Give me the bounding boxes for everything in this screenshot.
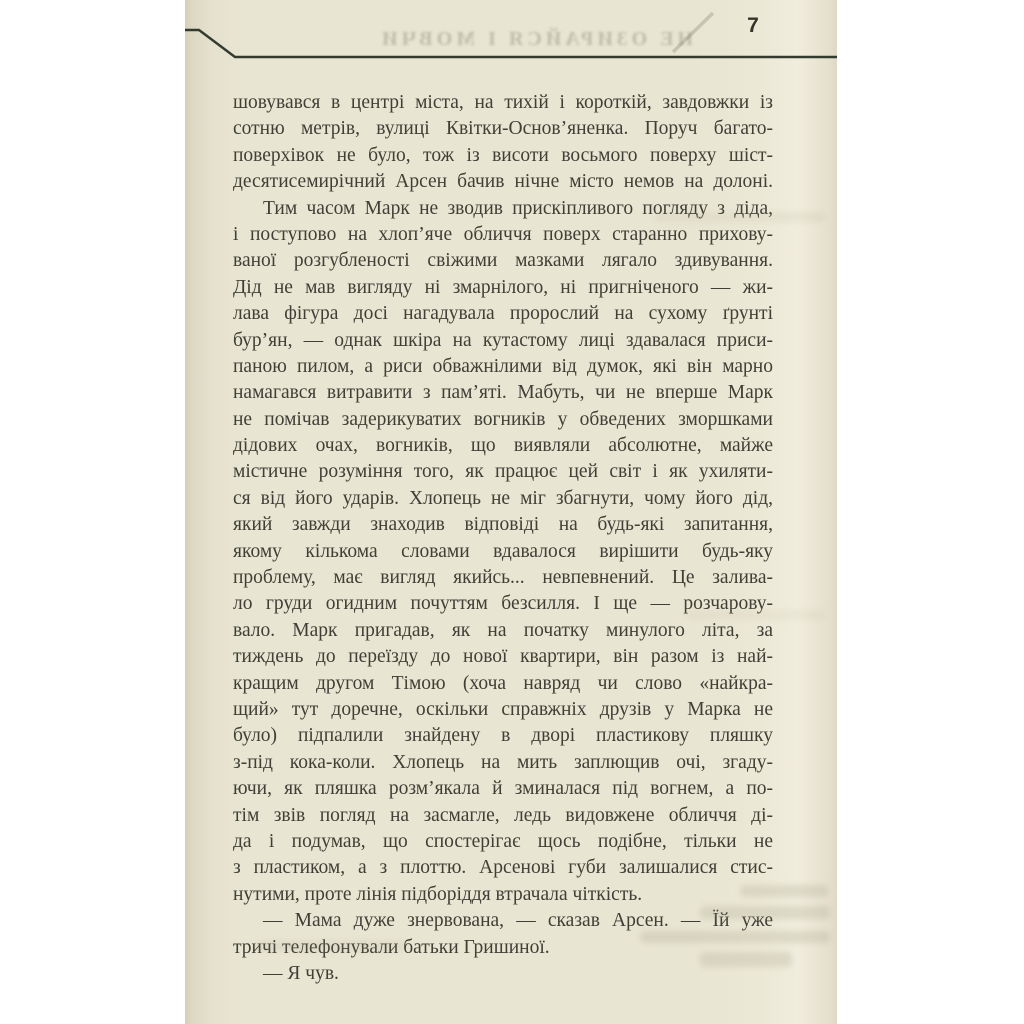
text-line: ваної розгубленості свіжими мазками лягало здивування. bbox=[233, 250, 773, 272]
text-line: щий» тут доречне, оскільки справжніх друзів у Марка не bbox=[233, 698, 773, 720]
text-line: поверхівок не було, тож із висоти восьмого поверху шіст- bbox=[233, 144, 773, 166]
bleed-through-smudge bbox=[740, 885, 828, 897]
paper-sheet bbox=[185, 0, 837, 1024]
text-line: — Я чув. bbox=[263, 962, 339, 984]
text-line: намагався витравити з пам’яті. Мабуть, чи не вперше Марк bbox=[233, 382, 773, 404]
text-line: не помічав задерикуватих вогників у обведених зморшками bbox=[233, 408, 773, 430]
text-line: дідових очах, вогників, що виявляли абсолютне, майже bbox=[233, 435, 773, 457]
text-line: містичне розуміння того, як працює цей світ і як ухиляти- bbox=[233, 461, 773, 483]
text-line: з пластиком, а з плоттю. Арсенові губи залишалися стис- bbox=[233, 857, 773, 879]
paragraph bbox=[233, 961, 773, 987]
text-line: да і подумав, що спостерігає щось подібне, тільки не bbox=[233, 830, 773, 852]
paragraph bbox=[233, 196, 773, 909]
bleed-through-smudge bbox=[255, 941, 405, 951]
text-line: проблему, має вигляд якийсь... невпевнений. Це залива- bbox=[233, 567, 773, 589]
text-line: і поступово на хлоп’яче обличчя поверх старанно прихову- bbox=[233, 223, 773, 245]
text-line: Дід не мав вигляду ні змарнілого, ні пригніченого — жи- bbox=[233, 276, 773, 298]
text-line: кращим другом Тімою (хоча навряд чи слово «найкра- bbox=[233, 672, 773, 694]
text-line: сотню метрів, вулиці Квітки-Основ’яненка. Поруч багато- bbox=[233, 118, 773, 140]
page-number: 7 bbox=[747, 14, 759, 37]
bleed-through-smudge bbox=[700, 906, 830, 919]
text-line: паною пилом, а риси обважнілими від думок, які він марно bbox=[233, 355, 773, 377]
text-line: тиждень до переїзду до нової квартири, він разом із най- bbox=[233, 646, 773, 668]
text-line: тричі телефонували батьки Гришиної. bbox=[233, 936, 550, 958]
ghost-running-title: НЕ ОЗИРАЙСЯ І МОВЧИ bbox=[378, 28, 693, 50]
bleed-through-smudge bbox=[685, 610, 825, 620]
text-line: десятисемирічний Арсен бачив нічне місто немов на долоні. bbox=[233, 171, 773, 193]
bleed-through-smudge bbox=[700, 952, 792, 967]
bleed-through-smudge bbox=[640, 931, 830, 943]
bleed-through-smudge bbox=[655, 212, 825, 222]
text-line: який завжди знаходив відповіді на будь-які запитання, bbox=[233, 514, 773, 536]
text-line: лава фігура досі нагадувала пророслий на сухому ґрунті bbox=[233, 303, 773, 325]
text-line: з-під кока-коли. Хлопець на мить заплющив очі, згаду- bbox=[233, 751, 773, 773]
text-line: тім звів погляд на засмагле, ледь видовжене обличчя ді- bbox=[233, 804, 773, 826]
ghost-notch-diagonal bbox=[673, 13, 713, 52]
text-line: — Мама дуже знервована, — сказав Арсен. — Їй уже bbox=[263, 910, 773, 932]
text-line: було) підпалили знайдену в дворі пластикову пляшку bbox=[233, 725, 773, 747]
text-line: бур’ян, — однак шкіра на кутастому лиці здавалася приси- bbox=[233, 329, 773, 351]
text-line: ючи, як пляшка розм’якала й зминалася під вогнем, а по- bbox=[233, 778, 773, 800]
text-line: Тим часом Марк не зводив прискіпливого погляду з діда, bbox=[263, 197, 773, 219]
text-line: ся від його ударів. Хлопець не міг збагнути, чому його дід, bbox=[233, 487, 773, 509]
text-line: якому кількома словами вдавалося вирішити будь-яку bbox=[233, 540, 773, 562]
paragraph bbox=[233, 90, 773, 196]
text-line: ло груди огидним почуттям безсилля. І ще — розчарову- bbox=[233, 593, 773, 615]
text-line: нутими, проте лінія підборіддя втрачала чіткість. bbox=[233, 883, 643, 905]
text-line: шовувався в центрі міста, на тихій і короткій, завдовжки із bbox=[233, 92, 773, 113]
text-line: вало. Марк пригадав, як на початку минулого літа, за bbox=[233, 619, 773, 641]
body-text bbox=[233, 90, 773, 987]
